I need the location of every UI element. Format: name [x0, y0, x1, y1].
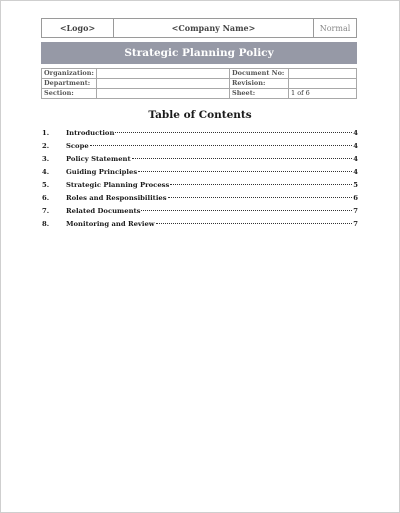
toc-entry-guiding-principles[interactable] [42, 168, 358, 181]
document-no-value [289, 69, 357, 79]
toc-number: 2. [42, 142, 50, 150]
document-header [41, 18, 357, 38]
toc-page: 7 [353, 220, 358, 228]
toc-entry-monitoring-and-review[interactable] [42, 220, 358, 233]
toc-leader [115, 132, 352, 133]
section-label: Section: [42, 89, 97, 99]
toc-entry-related-documents[interactable] [42, 207, 358, 220]
toc-label: Strategic Planning Process [66, 181, 170, 189]
toc-entry-roles-and-responsibilities[interactable] [42, 194, 358, 207]
toc-label: Guiding Principles [66, 168, 138, 176]
toc-label: Monitoring and Review [66, 220, 155, 228]
info-row [42, 89, 357, 99]
toc-entry-introduction[interactable] [42, 129, 358, 142]
toc-page: 4 [353, 168, 358, 176]
toc-number: 3. [42, 155, 50, 163]
toc-leader [156, 223, 352, 224]
logo-placeholder: <Logo> [42, 19, 114, 37]
revision-value [289, 79, 357, 89]
toc-number: 8. [42, 220, 50, 228]
toc-number: 7. [42, 207, 50, 215]
toc-number: 1. [42, 129, 50, 137]
toc-leader [170, 184, 352, 185]
toc-label: Related Documents [66, 207, 141, 215]
toc-label: Scope [66, 142, 89, 150]
sheet-value: 1 of 6 [289, 89, 357, 99]
toc-list [42, 129, 358, 233]
toc-page: 4 [353, 142, 358, 150]
toc-number: 6. [42, 194, 50, 202]
company-name-placeholder: <Company Name> [114, 19, 314, 37]
revision-label: Revision: [230, 79, 289, 89]
toc-title: Table of Contents [148, 109, 252, 121]
document-no-label: Document No: [230, 69, 289, 79]
toc-number: 4. [42, 168, 50, 176]
toc-page: 6 [353, 194, 358, 202]
toc-leader [138, 171, 352, 172]
toc-page: 7 [353, 207, 358, 215]
toc-leader [168, 197, 352, 198]
toc-leader [141, 210, 352, 211]
section-value [97, 89, 230, 99]
organization-value [97, 69, 230, 79]
toc-entry-strategic-planning-process[interactable] [42, 181, 358, 194]
info-row [42, 69, 357, 79]
toc-leader [132, 158, 352, 159]
organization-label: Organization: [42, 69, 97, 79]
classification-label: Normal [319, 23, 351, 33]
department-value [97, 79, 230, 89]
document-title: Strategic Planning Policy [41, 42, 357, 64]
toc-page: 5 [353, 181, 358, 189]
toc-entry-policy-statement[interactable] [42, 155, 358, 168]
toc-label: Roles and Responsibilities [66, 194, 167, 202]
toc-number: 5. [42, 181, 50, 189]
toc-label: Introduction [66, 129, 115, 137]
sheet-label: Sheet: [230, 89, 289, 99]
toc-entry-scope[interactable] [42, 142, 358, 155]
info-row [42, 79, 357, 89]
toc-label: Policy Statement [66, 155, 131, 163]
toc-leader [90, 145, 352, 146]
department-label: Department: [42, 79, 97, 89]
document-info-table [41, 68, 357, 99]
toc-page: 4 [353, 129, 358, 137]
toc-page: 4 [353, 155, 358, 163]
